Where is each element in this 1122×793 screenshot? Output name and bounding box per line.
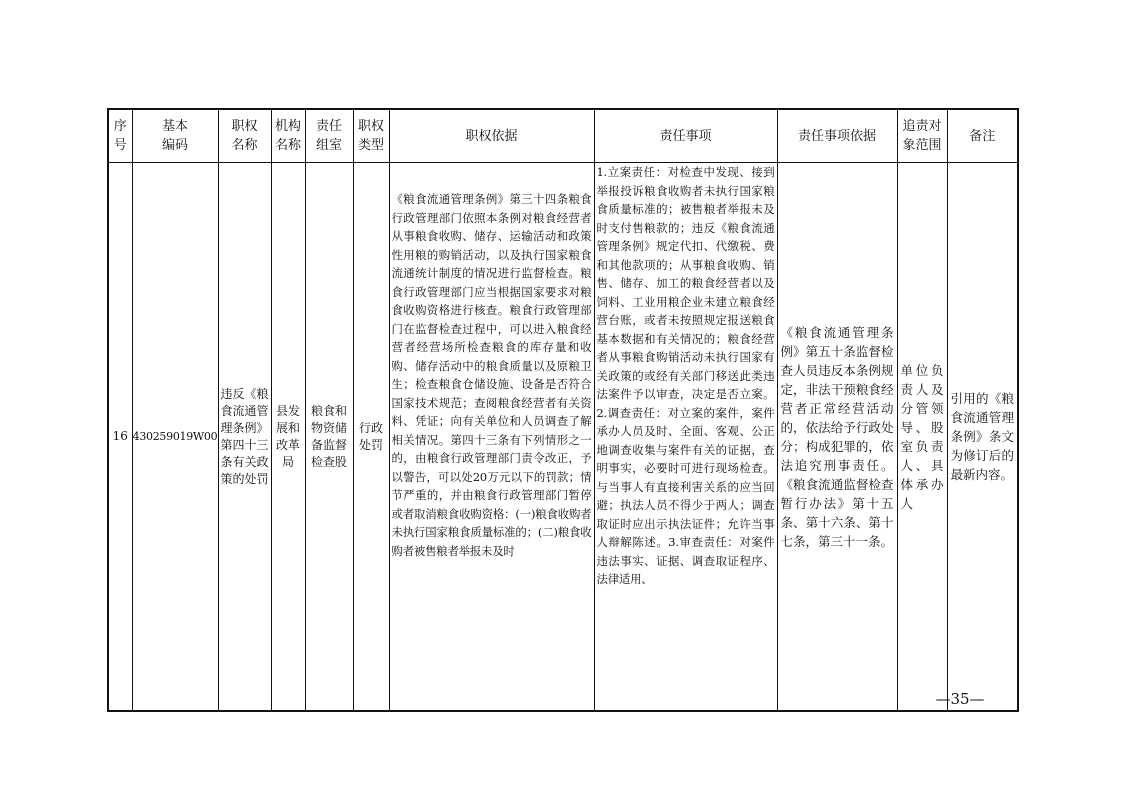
cell-basis — [389, 163, 594, 712]
header-code: 基本 编码 — [132, 109, 218, 163]
header-dept: 责任 组室 — [305, 109, 353, 163]
basis-text: 《粮食流通管理条例》第三十四条粮食行政管理部门依照本条例对粮食经营者从事粮食收购、储存、运输活动和政策性用粮的购销活动，以及执行国家粮食流通统计制度的情况进行监督检查。粮食行政管理部门应当根据国家要求对粮食收购资格进行核查。粮食行政管理部门在监督检查过程中，可以进入粮食经营者经营场所检查粮食的库存量和收购、储存活动中的粮食质量以及原粮卫生；检查粮食仓储设施、设备是否符合国家技术规范；查阅粮食经营者有关资料、凭证；向有关单位和人员调查了解相关情况。第四十三条有下列情形之一的，由粮食行政管理部门责令改正，予以警告，可以处20万元以下的罚款；情节严重的，并由粮食行政管理部门暂停或者取消粮食收购资格：(一)粮食收购者未执行国家粮食质量标准的；(二)粮食收购者被售粮者举报未及时 — [391, 192, 592, 558]
cell-org: 县发展和改革局 — [271, 163, 305, 712]
cell-seq: 16 — [108, 163, 132, 712]
cell-remarks: 引用的《粮食流通管理条例》条文为修订后的最新内容。 — [947, 163, 1018, 712]
header-seq: 序 号 — [108, 109, 132, 163]
duties-text: 1.立案责任：对检查中发现、接到举报投诉粮食收购者未执行国家粮食质量标准的；被售粮者举报未及时支付售粮款的；违反《粮食流通管理条例》规定代扣、代缴税、费和其他款项的；从事粮食收购、销售、储存、加工的粮食经营者以及饲料、工业用粮企业未建立粮食经营台账，或者未按照规定报送粮食基本数据和有关情况的；粮食经营者从事粮食购销活动未执行国家有关政策的或经有关部门移送此类违法案件予以审查，决定是否立案。2.调查责任：对立案的案件，案件承办人员及时、全面、客观、公正地调查收集与案件有关的证据，查明事实，必要时可进行现场检查。与当事人有直接利害关系的应当回避；执法人员不得少于两人；调查取证时应出示执法证件；允许当事人辩解陈述。3.审查责任：对案件违法事实、证据、调查取证程序、法律适用、 — [596, 165, 775, 586]
cell-duties — [594, 163, 777, 712]
header-type: 职权 类型 — [353, 109, 389, 163]
cell-code: 430259019W00 — [132, 163, 218, 712]
cell-name: 违反《粮食流通管理条例》第四十三条有关政策的处罚 — [218, 163, 271, 712]
header-duties: 责任事项 — [594, 109, 777, 163]
page-number: —35— — [935, 690, 985, 708]
responsibility-table — [107, 108, 1019, 712]
cell-dept: 粮食和物资储备监督检查股 — [305, 163, 353, 712]
header-basis: 职权依据 — [389, 109, 594, 163]
table-row — [108, 163, 1018, 712]
cell-type: 行政处罚 — [353, 163, 389, 712]
cell-duty-basis: 《粮食流通管理条例》第五十条监督检查人员违反本条例规定，非法干预粮食经营者正常经营活动的，依法给予行政处分；构成犯罪的，依法追究刑事责任。《粮食流通监督检查暂行办法》第十五条、第十六条、第十七条，第三十一条。 — [777, 163, 897, 712]
header-remarks: 备注 — [947, 109, 1018, 163]
header-org: 机构 名称 — [271, 109, 305, 163]
header-duty-basis: 责任事项依据 — [777, 109, 897, 163]
header-row — [108, 109, 1018, 163]
cell-scope: 单位负责人及分管领导、股室负责人、具体承办人 — [897, 163, 947, 712]
header-scope: 追责对 象范围 — [897, 109, 947, 163]
header-name: 职权 名称 — [218, 109, 271, 163]
